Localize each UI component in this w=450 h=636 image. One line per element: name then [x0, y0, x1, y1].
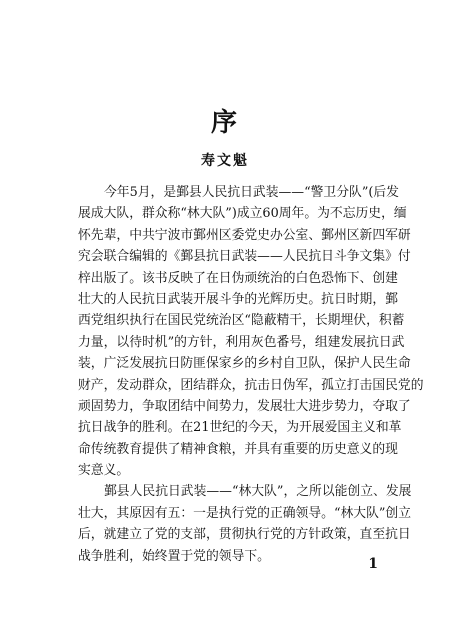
text-line: 力量，以待时机”的方针，利用灰色番号，组建发展抗日武: [78, 334, 405, 350]
text-line: 鄞县人民抗日武装——“林大队”，之所以能创立、发展: [104, 484, 412, 500]
text-line: 实意义。: [78, 463, 130, 479]
page-title: 序: [210, 108, 239, 138]
text-line: 命传统教育提供了精神食粮，并具有重要的历史意义的现: [78, 441, 398, 457]
text-line: 装，广泛发展抗日防匪保家乡的乡村自卫队，保护人民生命: [78, 356, 411, 372]
body-text: [78, 182, 424, 567]
text-line: 抗日战争的胜利。在21世纪的今天，为开展爱国主义和革: [78, 420, 402, 436]
text-line: 今年5月，是鄞县人民抗日武装——“警卫分队”(后发: [104, 185, 399, 200]
text-line: 壮大的人民抗日武装开展斗争的光辉历史。抗日时期，鄞: [78, 291, 398, 307]
text-line: 究会联合编辑的《鄞县抗日武装——人民抗日斗争文集》付: [78, 249, 411, 265]
text-line: 后，就建立了党的支部，贯彻执行党的方针政策，直至抗日: [78, 527, 411, 543]
text-line: 壮大，其原因有五：一是执行党的正确领导。“林大队”创立: [78, 505, 412, 521]
text-line: 梓出版了。该书反映了在日伪顽统治的白色恐怖下、创建: [78, 270, 398, 286]
paragraph-1: [78, 182, 424, 481]
text-line: 西党组织执行在国民党统治区“隐蔽精干，长期埋伏，积蓄: [78, 313, 405, 329]
author-name: 寿文魁: [201, 153, 249, 169]
page-number: 1: [368, 556, 378, 572]
text-line: 展成大队，群众称“林大队”)成立60周年。为不忘历史，缅: [78, 206, 407, 222]
text-line: 顽固势力，争取团结中间势力，发展壮大进步势力，夺取了: [78, 398, 411, 414]
text-line: 怀先辈，中共宁波市鄞州区委党史办公室、鄞州区新四军研: [78, 227, 411, 243]
text-line: 财产，发动群众，团结群众，抗击日伪军，孤立打击国民党的: [78, 377, 424, 393]
paragraph-2: [78, 481, 412, 567]
text-line: 战争胜利，始终置于党的领导下。: [78, 548, 270, 564]
